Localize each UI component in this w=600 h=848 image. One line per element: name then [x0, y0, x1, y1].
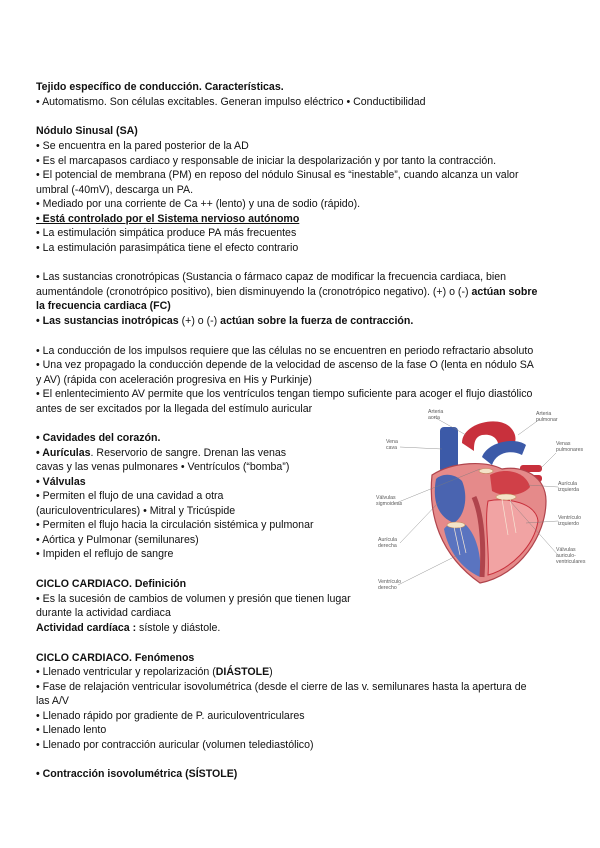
bullet: • Es la sucesión de cambios de volumen y presión que tienen lugar	[36, 593, 351, 605]
bullet: • Impiden el reflujo de sangre	[36, 548, 174, 560]
text-span: • Llenado ventricular y repolarización (	[36, 666, 216, 678]
bullet-bold: • Válvulas	[36, 476, 86, 488]
label-arteria-aorta: Arteria	[428, 409, 444, 415]
text-span-bold: • Las sustancias inotrópicas	[36, 315, 182, 327]
bullet: • Las sustancias cronotrópicas (Sustancia o fármaco capaz de modificar la frecuencia cardiaca, bien	[36, 271, 507, 283]
text-span: aumentándole (cronotrópico positivo), bien disminuyendo la (cronotrópico negativo). (+) o (-)	[36, 286, 472, 298]
bullet	[36, 314, 413, 329]
bullet: • La estimulación parasimpática tiene el efecto contrario	[36, 242, 299, 254]
label-venas-pulmonares: Venas	[556, 441, 571, 447]
bullet: • Una vez propagado la conducción depende de la velocidad de ascenso de la fase O (lenta en nódulo SA	[36, 359, 534, 371]
label-arteria-aorta: aorta	[428, 415, 440, 421]
text-span-bold: DIÁSTOLE	[215, 666, 270, 678]
text-span-bold: • Aurículas	[36, 447, 91, 459]
bullet-continuation: umbral (-40mV), descarga un PA.	[36, 184, 194, 196]
label-ventriculo-derecho: Ventrículo	[378, 579, 402, 585]
text-span-bold: CICLO CARDIACO	[36, 578, 129, 590]
text-span: (+) o (-)	[181, 315, 221, 327]
label-valvulas-sigmoideas: sigmoideas	[376, 501, 403, 507]
text-line	[36, 621, 220, 636]
bullet: • Se encuentra en la pared posterior de la AD	[36, 140, 249, 152]
text-span: sístole y diástole.	[139, 622, 221, 634]
bullet: • Llenado lento	[36, 724, 107, 736]
section-title-cavities: • Cavidades del corazón.	[36, 432, 161, 444]
bullet-continuation: la frecuencia cardiaca (FC)	[36, 300, 171, 312]
bullet: • El enlentecimiento AV permite que los ventrículos tengan tiempo suficiente para acoger el flujo diastólico	[36, 388, 533, 400]
bullet-continuation: cavas y las venas pulmonares • Ventrículos (“bomba”)	[36, 461, 290, 473]
bullet: • Permiten el flujo de una cavidad a otra	[36, 490, 224, 502]
label-venas-pulmonares: pulmonares	[556, 447, 584, 453]
bullet-continuation: las A/V	[36, 695, 69, 707]
label-arteria-pulmonar: pulmonar	[536, 417, 558, 423]
label-auricula-izquierda: Aurícula	[558, 481, 578, 487]
heart-diagram	[370, 405, 590, 595]
bullet: • Aórtica y Pulmonar (semilunares)	[36, 534, 199, 546]
text-span-bold: . Definición	[129, 578, 187, 590]
label-ventriculo-derecho: derecho	[378, 585, 397, 591]
text-span: )	[269, 666, 273, 678]
bullet: • Permiten el flujo hacia la circulación sistémica y pulmonar	[36, 519, 314, 531]
text-span-bold: actúan sobre	[471, 286, 538, 298]
bullet	[36, 665, 273, 680]
label-ventriculo-izquierdo: Ventrículo	[558, 515, 582, 521]
text-span-bold: Actividad cardíaca :	[36, 622, 140, 634]
label-valvulas-av: auriculo-	[556, 553, 576, 559]
label-auricula-izquierda: izquierda	[558, 487, 580, 493]
bullet-underlined: • Está controlado por el Sistema nervioso autónomo	[36, 213, 300, 225]
bullet-bold: • Contracción isovolumétrica (SÍSTOLE)	[36, 768, 238, 780]
valve-shape	[496, 494, 516, 500]
section-title-sa-node: Nódulo Sinusal (SA)	[36, 125, 138, 137]
text-line: • Automatismo. Son células excitables. Generan impulso eléctrico • Conductibilidad	[36, 96, 426, 108]
bullet: • Es el marcapasos cardiaco y responsable de iniciar la despolarización y por tanto la contracción.	[36, 155, 497, 167]
label-vena-cava: cava	[386, 445, 397, 451]
label-auricula-derecha: Aurícula	[378, 537, 398, 543]
valve-shape	[479, 469, 493, 474]
label-arteria-pulmonar: Arteria	[536, 411, 552, 417]
label-valvulas-av: ventriculares	[556, 559, 586, 565]
bullet-continuation: durante la actividad cardiaca	[36, 607, 171, 619]
section-title-phenomena: CICLO CARDIACO. Fenómenos	[36, 652, 195, 664]
bullet: • La estimulación simpática produce PA más frecuentes	[36, 227, 297, 239]
section-title-conduction: Tejido específico de conducción. Características.	[36, 81, 284, 93]
bullet: • Llenado rápido por gradiente de P. auriculoventriculares	[36, 710, 305, 722]
bullet: • El potencial de membrana (PM) en reposo del nódulo Sinusal es “inestable”, cuando alcanza un valor	[36, 169, 519, 181]
bullet: • Mediado por una corriente de Ca ++ (lento) y una de sodio (rápido).	[36, 198, 361, 210]
label-valvulas-sigmoideas: Válvulas	[376, 495, 396, 501]
label-vena-cava: Vena	[386, 439, 398, 445]
label-ventriculo-izquierdo: izquierdo	[558, 521, 580, 527]
bullet-continuation: y AV) (rápida con aceleración progresiva en His y Purkinje)	[36, 374, 312, 386]
label-valvulas-av: Válvulas	[556, 547, 576, 553]
bullet-continuation	[36, 285, 537, 300]
pulmonary-artery-shape	[482, 441, 526, 465]
text-span: . Reservorio de sangre. Drenan las venas	[90, 447, 287, 459]
bullet-continuation: (auriculoventriculares) • Mitral y Tricúspide	[36, 505, 236, 517]
bullet: • La conducción de los impulsos requiere que las células no se encuentren en periodo refractario absoluto	[36, 345, 534, 357]
bullet	[36, 446, 286, 461]
text-span-bold: actúan sobre la fuerza de contracción.	[220, 315, 414, 327]
bullet: • Fase de relajación ventricular isovolumétrica (desde el cierre de las v. semilunares hasta la apertura de	[36, 681, 527, 693]
section-title-cardiac-cycle	[36, 577, 186, 592]
bullet: • Llenado por contracción auricular (volumen telediastólico)	[36, 739, 314, 751]
valve-shape	[447, 522, 465, 528]
bullet-continuation: antes de ser excitados por la llegada del estímulo auricular	[36, 403, 313, 415]
label-auricula-derecha: derecha	[378, 543, 397, 549]
